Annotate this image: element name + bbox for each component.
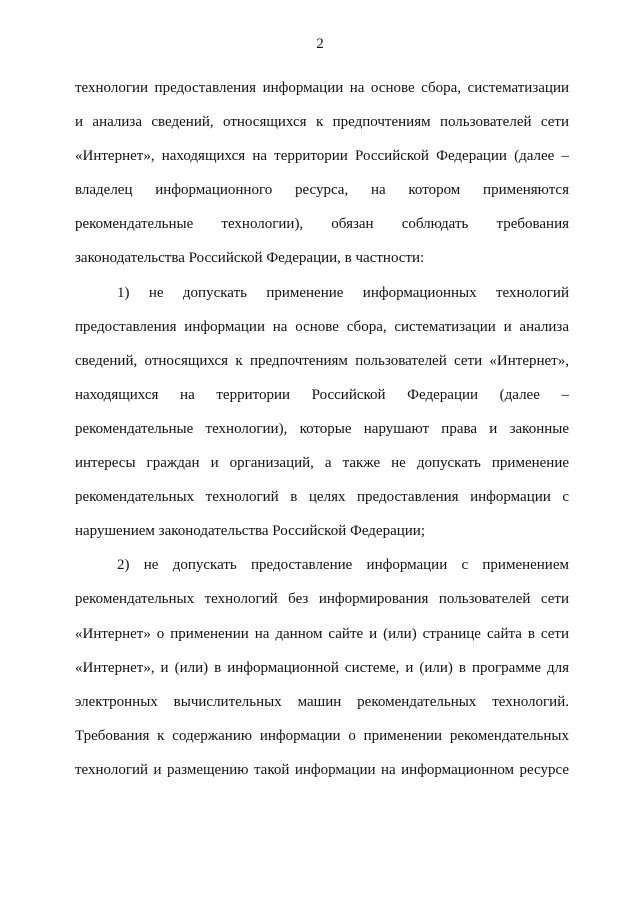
text-line: 1) не допускать применение информационных технологий (117, 284, 569, 301)
text-line: рекомендательных технологий в целях предоставления информации с (75, 489, 569, 506)
text-line: технологии предоставления информации на основе сбора, систематизации (75, 80, 569, 96)
text-line: рекомендательные технологии), обязан соблюдать требования (75, 216, 569, 233)
text-line: «Интернет», находящихся на территории Российской Федерации (далее – (75, 148, 569, 165)
text-line: находящихся на территории Российской Федерации (далее – (75, 386, 569, 403)
text-line: владелец информационного ресурса, на котором применяются (75, 182, 569, 199)
text-line: Требования к содержанию информации о применении рекомендательных (75, 727, 569, 744)
page-number: 2 (316, 36, 324, 52)
text-line: и анализа сведений, относящихся к предпочтениям пользователей сети (75, 114, 569, 131)
text-line: предоставления информации на основе сбора, систематизации и анализа (75, 318, 569, 335)
text-line: рекомендательных технологий без информирования пользователей сети (75, 591, 569, 608)
text-line: сведений, относящихся к предпочтениям пользователей сети «Интернет», (75, 352, 569, 369)
text-line: «Интернет», и (или) в информационной системе, и (или) в программе для (75, 659, 569, 676)
text-line: технологий и размещению такой информации на информационном ресурсе (75, 761, 569, 778)
text-line: электронных вычислительных машин рекомендательных технологий. (75, 693, 569, 710)
text-line: интересы граждан и организаций, а также не допускать применение (75, 455, 569, 472)
text-line: законодательства Российской Федерации, в частности: (75, 250, 425, 267)
text-line: 2) не допускать предоставление информации с применением (117, 557, 569, 574)
document-body (75, 71, 569, 787)
text-line: нарушением законодательства Российской Федерации; (75, 523, 425, 540)
text-line: рекомендательные технологии), которые нарушают права и законные (75, 420, 569, 437)
text-line: «Интернет» о применении на данном сайте и (или) странице сайта в сети (75, 625, 569, 642)
